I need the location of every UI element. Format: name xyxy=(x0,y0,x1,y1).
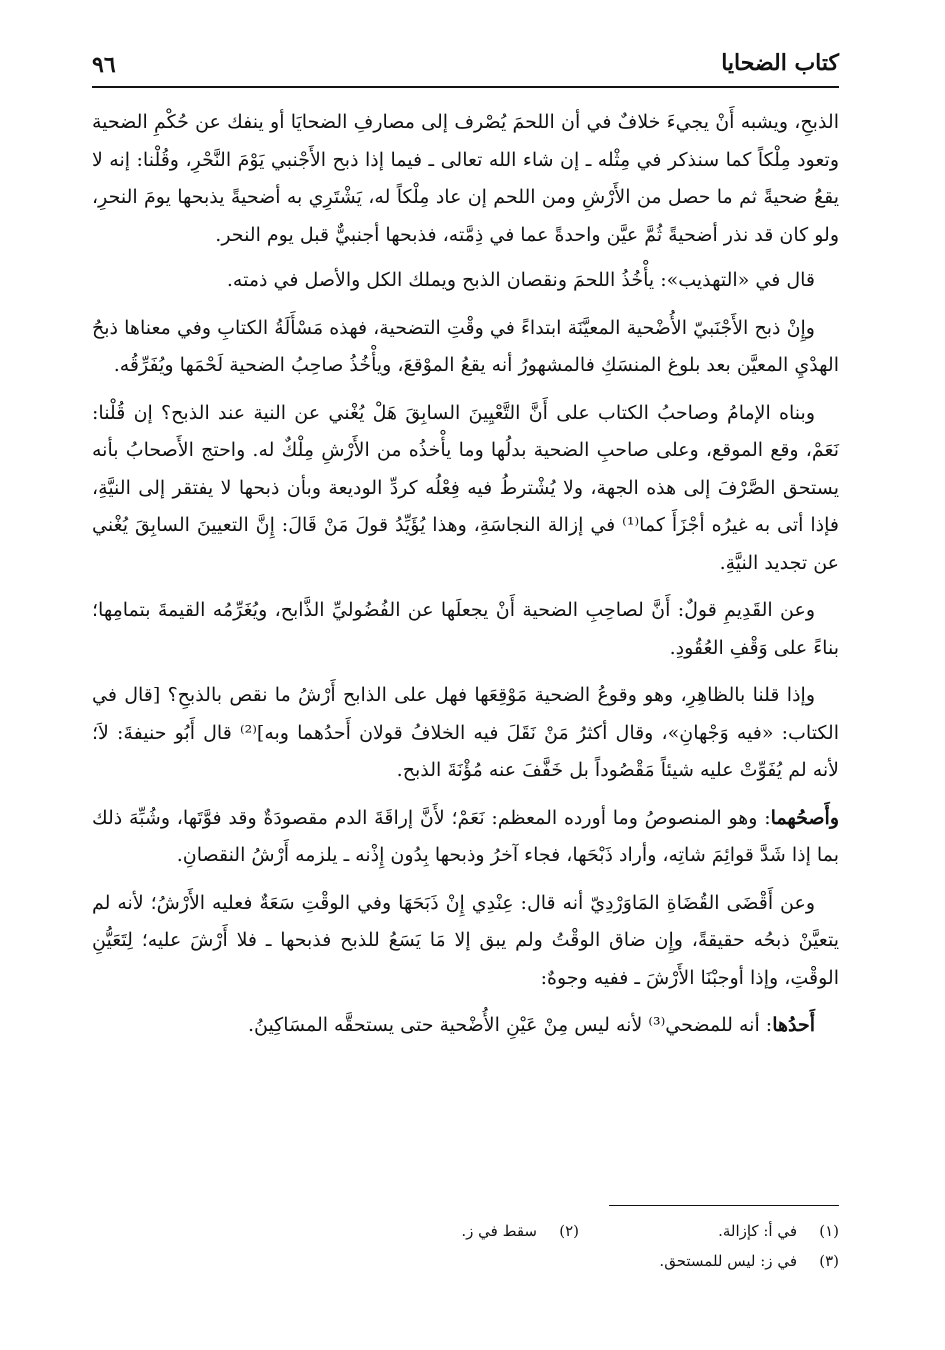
footnote-2-text: سقط في ز. xyxy=(461,1222,537,1240)
footnote-3-text: في ز: ليس للمستحق. xyxy=(659,1252,797,1270)
footnote-1-text: في أ: كإزالة. xyxy=(718,1222,797,1240)
paragraph-5: وعن القَدِيمِ قولٌ: أَنَّ لصاحِبِ الضحية أَنْ يجعلَها عن الفُضُوليِّ الذَّابح، ويُغَرِّمُه القيمةَ بتمامِها؛ بناءً على وَقْفِ العُقُودِ. xyxy=(92,599,839,659)
paragraph-7 xyxy=(92,800,839,875)
footnote-divider xyxy=(609,1205,839,1206)
footnote-3 xyxy=(579,1246,839,1276)
paragraph-2: قال في «التهذيب»: يأْخُذُ اللحمَ ونقصان الذبح ويملك الكل والأصل في ذمته. xyxy=(226,269,815,291)
book-page xyxy=(92,40,839,1330)
paragraph-9-text: : أنه للمضحي⁽³⁾ لأنه ليس مِنْ عَيْنِ الأُضْحية حتى يستحقَّه المسَاكِينُ. xyxy=(247,1014,773,1036)
main-text xyxy=(92,104,839,1045)
paragraph-7-text: : وهو المنصوصُ وما أورده المعظم: نَعَمْ؛ لأَنَّ إراقَةَ الدم مقصودَةٌ وقد فوَّتَها، وشُبِّهَ ذلك بما إذا شَدَّ قوائِمَ شاتِه، وأراد ذَبْحَها، فجاء آخرُ وذبحها بِدُون إِذْنه ـ يلزمه أَرْشُ النقصانِ. xyxy=(92,806,839,866)
page-number: ٩٦ xyxy=(92,52,116,78)
paragraph-9 xyxy=(92,1007,839,1045)
footnote-1 xyxy=(579,1216,839,1246)
paragraph-8: وعن أَقْضَى القُضَاةِ المَاوَرْدِيّ أنه قال: عِنْدِي إِنْ ذَبَحَهَا وفي الوقْتِ سَعَةٌ فعليه الأَرْشُ؛ لأنه لم يتعيَّنْ ذبحُه حقيقةً، وإِن ضاق الوقْتُ ولم يبق إلا مَا يَسَعُ للذبح فذبحها ـ فلا أَرْشَ عليه؛ لِتَعَيُّنِ الوقْتِ، وإذا أوجبْنَا الأَرْشَ ـ ففيه وجوهٌ: xyxy=(92,891,839,989)
footnote-row-1 xyxy=(92,1216,839,1246)
paragraph-9-lead: أَحدُها xyxy=(772,1014,815,1036)
running-header xyxy=(92,40,839,88)
footnotes xyxy=(92,1205,839,1276)
footnote-2-number: (٢) xyxy=(559,1222,579,1240)
paragraph-7-lead: وأَصحُهما xyxy=(770,806,839,829)
paragraph-1: الذبحِ، ويشبه أَنْ يجيءَ خلافٌ في أن اللحمَ يُصْرف إلى مصارفِ الضحايَا أو ينفك عن حُكْمِ الضحية وتعود مِلْكاً كما سنذكر في مِثْله ـ إن شاء الله تعالى ـ فيما إذا ذبح الأَجْنبي يَوْمَ النَّحْرِ، وقُلْنا: إنه لا يقعُ ضحيةً ثم ما حصل من الأَرْشِ ومن اللحم إن عاد مِلْكاً له، يَشْتَرِي به أضحيةً يذبحها يومَ النحرِ، ولو كان قد نذر أضحيةً ثُمَّ عيَّن واحدةً عما في ذِمَّته، فذبحها أجنبيٌّ قبل يوم النحر. xyxy=(92,111,839,246)
paragraph-3: وإِنْ ذبح الأَجْنَبيّ الأُضْحية المعيَّنَة ابتداءً في وقْتِ التضحية، فهذه مَسْأَلَةُ الكتابِ وفي معناها ذبحُ الهدْيِ المعيَّن بعد بلوغ المنسَكِ فالمشهورُ أنه يقعُ الموْقعَ، ويأْخُذُ صاحِبُ الضحية لَحْمَها ويُفَرِّقُه. xyxy=(92,316,839,376)
footnote-3-number: (٣) xyxy=(819,1252,839,1270)
paragraph-4: وبناه الإمامُ وصاحبُ الكتاب على أَنَّ التَّعْيِينَ السابِقَ هَلْ يُغْني عن النية عند الذبح؟ إن قُلْنا: نَعَمْ، وقع الموقع، وعلى صاحبِ الضحية بدلُها وما يأْخذُه من الأَرْشِ مِلْكٌ له. واحتج الأَصحابُ بأنه يستحق الصَّرْفَ إلى هذه الجهة، ولا يُشْترطُ فيه فِعْلُه كردِّ الوديعة وبأن ذبحها لا يفتقر إلى النيَّةِ، فإذا أتى به غيرُه أجْزَأَ كما⁽¹⁾ في إزالة النجاسَةِ، وهذا يُؤَيِّدُ قولَ مَنْ قَالَ: إِنَّ التعيينَ السابِقَ يُغْني عن تجديد النيَّةِ. xyxy=(92,401,839,574)
footnote-row-2 xyxy=(92,1246,839,1276)
book-title: كتاب الضحايا xyxy=(721,50,839,76)
footnote-2 xyxy=(319,1216,579,1246)
paragraph-6: وإذا قلنا بالظاهِرِ، وهو وقوعُ الضحية مَوْقِعَها فهل على الذابح أَرْشُ ما نقص بالذبحِ؟ [قال في الكتاب: «فيه وَجْهانِ»، وقال أكثرُ مَنْ نَقَلَ فيه الخلافُ قولان أَحدُهما وبه]⁽²⁾ قال أَبُو حنيفةَ: لاَ؛ لأنه لم يُفَوِّتْ عليه شيئاً مَقْصُوداً بل خَفَّفَ عنه مُؤْنَةَ الذبح. xyxy=(92,684,839,781)
footnote-1-number: (١) xyxy=(819,1222,839,1240)
